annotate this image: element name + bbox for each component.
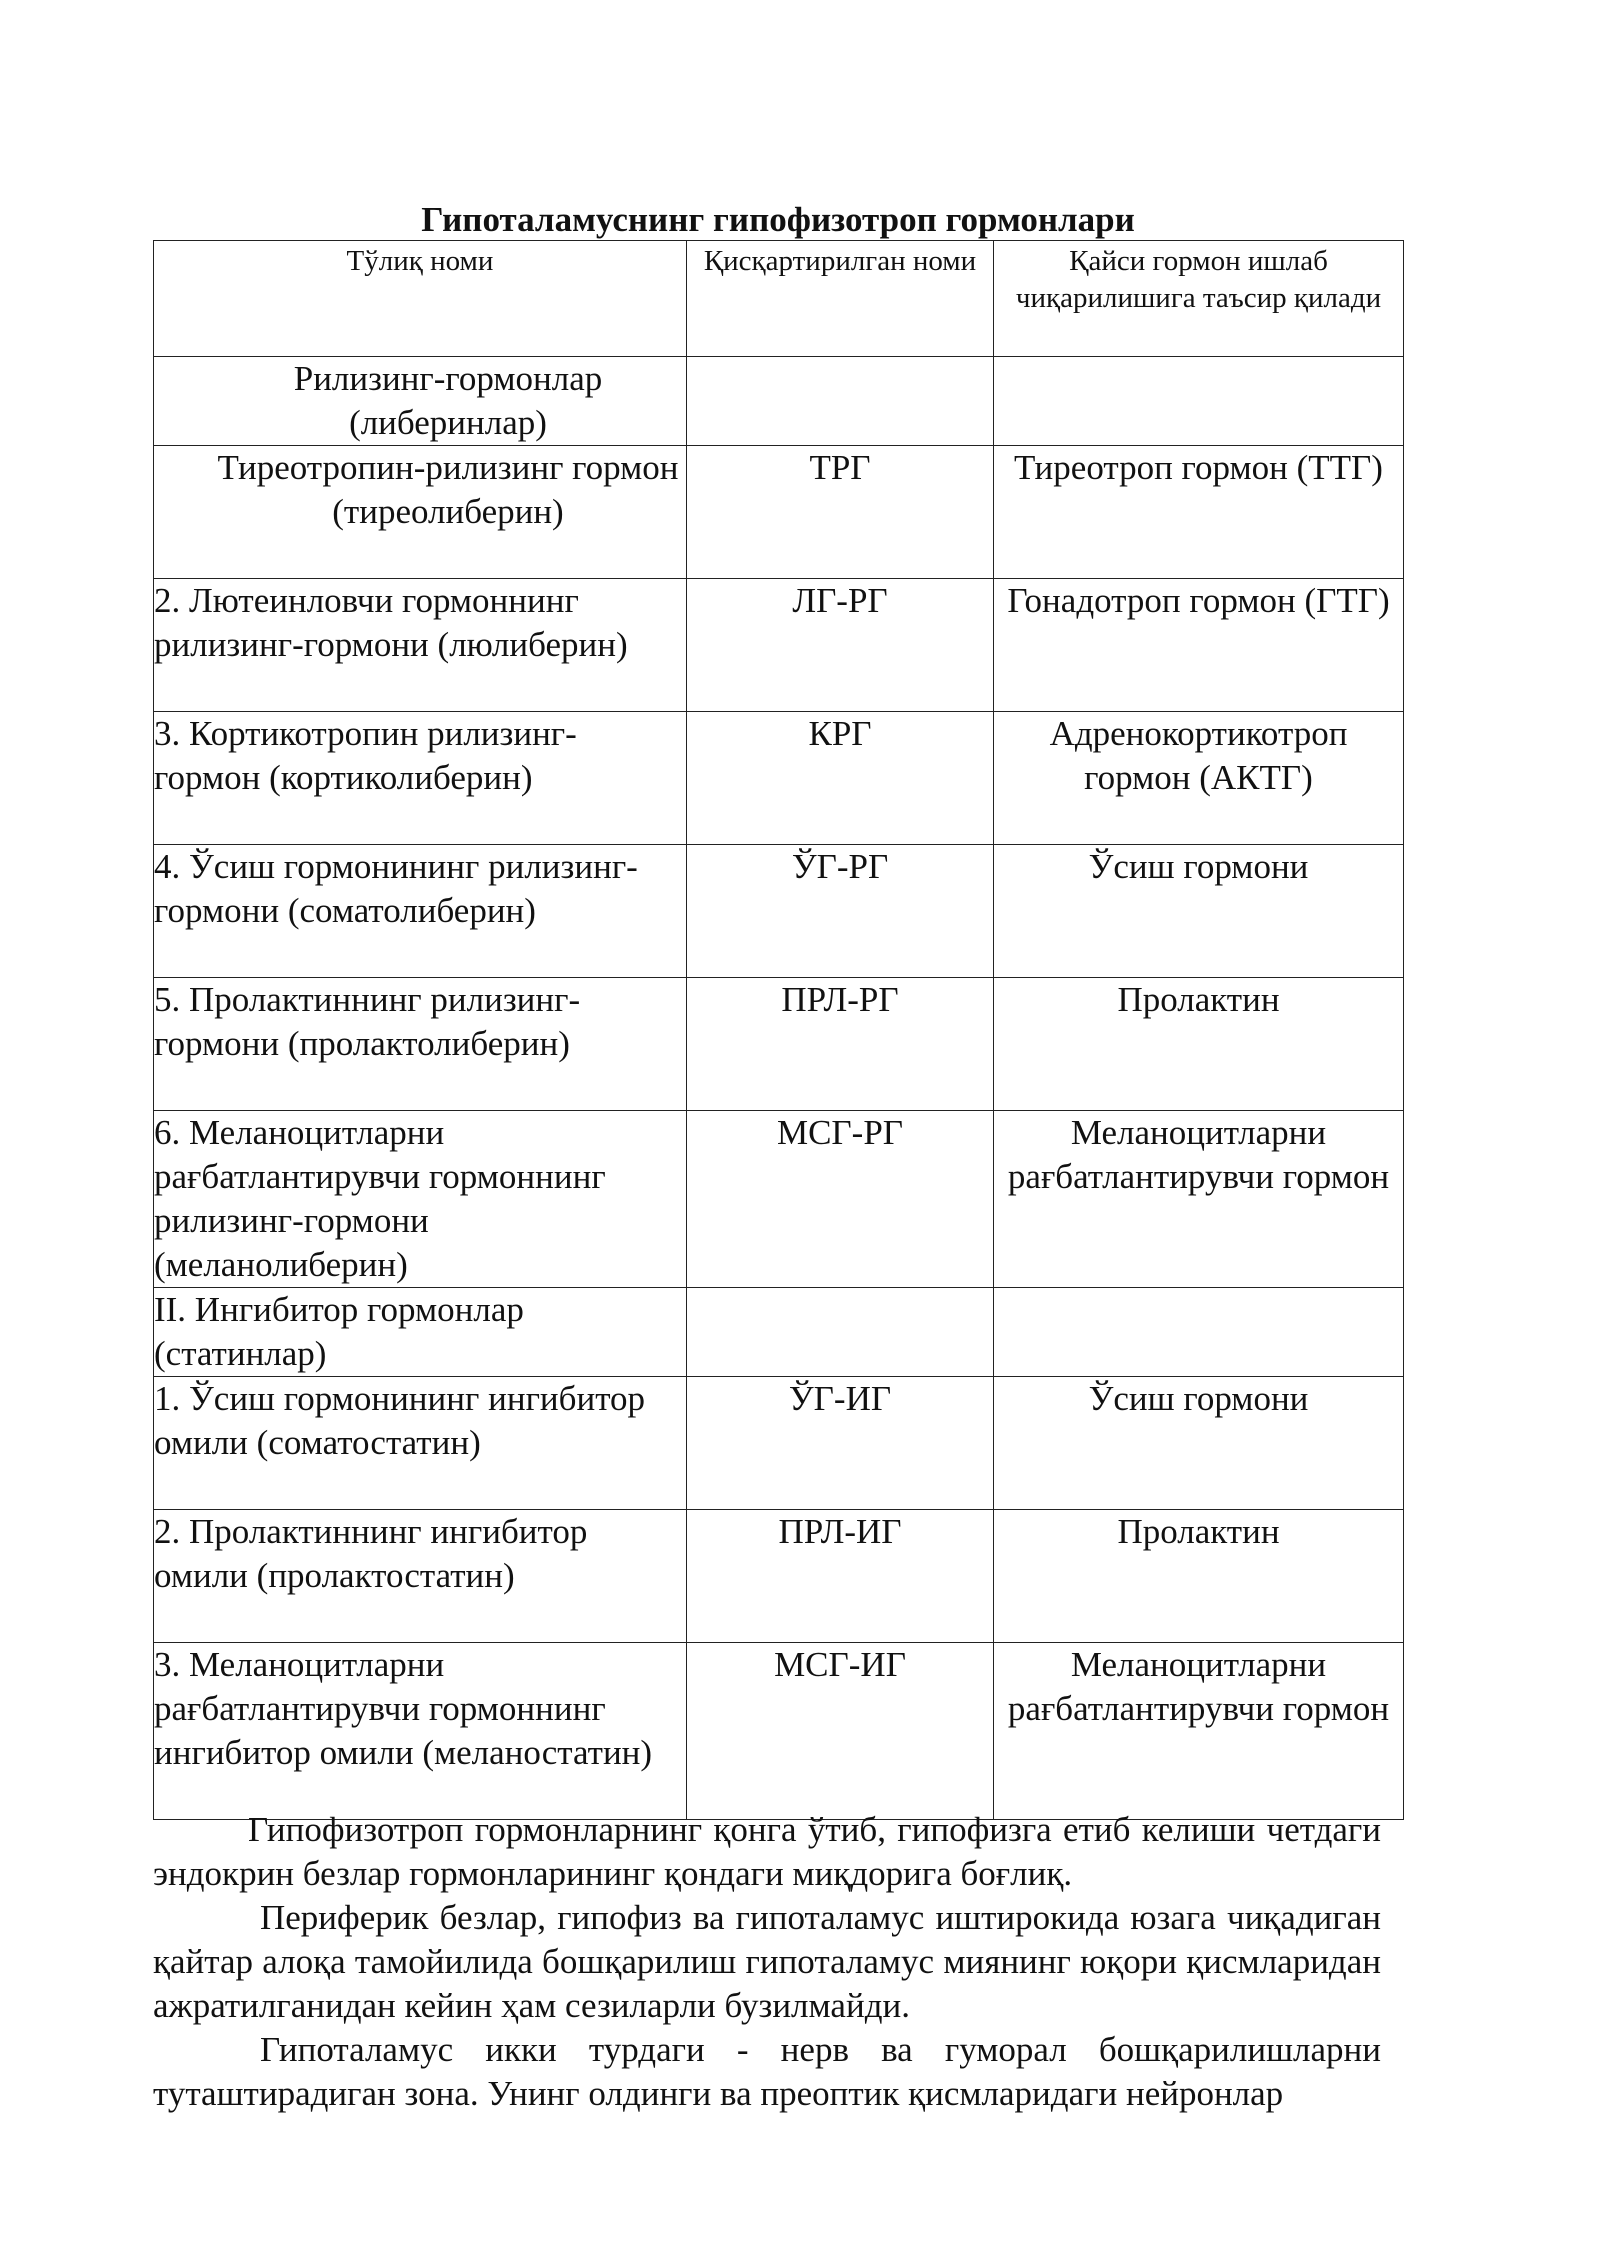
row-abbr: МСГ-РГ [687,1111,994,1288]
row-name: II. Ингибитор гормонлар (статинлар) [154,1288,687,1377]
row-effect [994,357,1404,446]
row-name: 2. Пролактиннинг ингибитор омили (пролактостатин) [154,1510,687,1643]
row-abbr: ТРГ [687,446,994,579]
row-effect: Ўсиш гормони [994,845,1404,978]
row-effect: Тиреотроп гормон (ТТГ) [994,446,1404,579]
row-name: 4. Ўсиш гормонининг рилизинг-гормони (соматолиберин) [154,845,687,978]
paragraph: Периферик безлар, гипофиз ва гипоталамус иштирокида юзага чиқадиган қайтар алоқа тамойилида бошқарилиш гипоталамус миянинг юқори қисмларидан ажратилганидан кейин ҳам сезиларли бузилмайди. [153,1898,1381,2025]
row-abbr [687,357,994,446]
header-full-name: Тўлиқ номи [154,241,687,357]
row-effect: Гонадотроп гормон (ГТГ) [994,579,1404,712]
header-abbreviation: Қисқартирилган номи [687,241,994,357]
row-name: Рилизинг-гормонлар (либеринлар) [154,357,687,446]
row-name: 3. Меланоцитларни рағбатлантирувчи гормоннинг ингибитор омили (меланостатин) [154,1643,687,1820]
table-row [154,1288,1404,1377]
row-abbr: ПРЛ-РГ [687,978,994,1111]
row-effect: Меланоцитларни рағбатлантирувчи гормон [994,1111,1404,1288]
row-name: 5. Пролактиннинг рилизинг-гормони (пролактолиберин) [154,978,687,1111]
row-name: 1. Ўсиш гормонининг ингибитор омили (соматостатин) [154,1377,687,1510]
row-abbr: ЛГ-РГ [687,579,994,712]
row-effect: Меланоцитларни рағбатлантирувчи гормон [994,1643,1404,1820]
table-row [154,978,1404,1111]
row-effect: Адренокортикотроп гормон (АКТГ) [994,712,1404,845]
row-abbr [687,1288,994,1377]
paragraph: Гипофизотроп гормонларнинг қонга ўтиб, гипофизга етиб келиши четдаги эндокрин безлар гормонларининг қондаги миқдорига боғлиқ. [153,1810,1381,1893]
page-title: Гипоталамуснинг гипофизотроп гормонлари [421,200,1135,239]
row-name: 6. Меланоцитларни рағбатлантирувчи гормоннинг рилизинг-гормони (меланолиберин) [154,1111,687,1288]
table-row [154,357,1404,446]
row-effect: Ўсиш гормони [994,1377,1404,1510]
table-row [154,446,1404,579]
table-row [154,1643,1404,1820]
row-abbr: ПРЛ-ИГ [687,1510,994,1643]
table-row [154,1510,1404,1643]
table-row [154,579,1404,712]
row-abbr: ЎГ-ИГ [687,1377,994,1510]
row-name: 3. Кортикотропин рилизинг- гормон (кортиколиберин) [154,712,687,845]
row-abbr: КРГ [687,712,994,845]
table-row [154,712,1404,845]
row-name: Тиреотропин-рилизинг гормон (тиреолиберин) [154,446,687,579]
row-effect: Пролактин [994,1510,1404,1643]
row-name: 2. Лютеинловчи гормоннинг рилизинг-гормони (люлиберин) [154,579,687,712]
row-effect: Пролактин [994,978,1404,1111]
row-abbr: МСГ-ИГ [687,1643,994,1820]
row-effect [994,1288,1404,1377]
table-row [154,1111,1404,1288]
body-text [153,1808,1381,2116]
header-effect: Қайси гормон ишлаб чиқарилишига таъсир қилади [994,241,1404,357]
table-row [154,1377,1404,1510]
paragraph: Гипоталамус икки турдаги - нерв ва гуморал бошқарилишларни туташтирадиган зона. Унинг олдинги ва преоптик қисмларидаги нейронлар [153,2030,1381,2113]
row-abbr: ЎГ-РГ [687,845,994,978]
table-header-row [154,241,1404,357]
table-row [154,845,1404,978]
hormones-table [153,240,1404,1820]
